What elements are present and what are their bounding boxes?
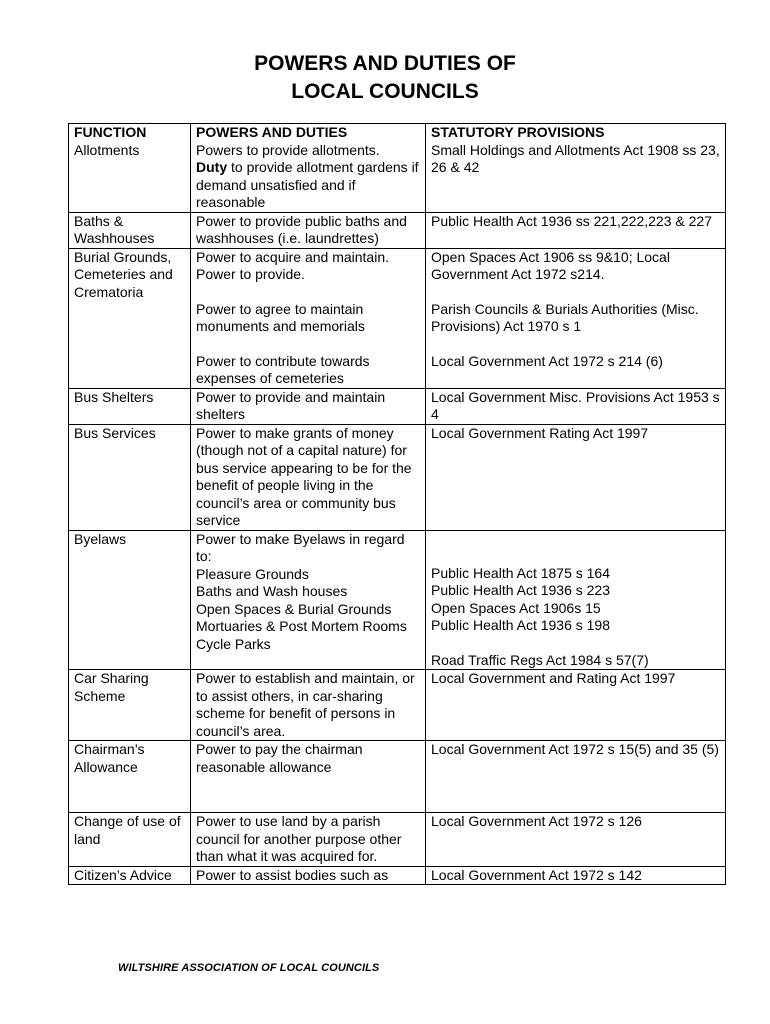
table-row	[69, 670, 726, 741]
powers-cell: Power to pay the chairman reasonable allowance	[191, 741, 426, 813]
powers-text: to provide allotment gardens if demand unsatisfied and if reasonable	[196, 159, 419, 210]
powers-text: Power to acquire and maintain. Power to provide.	[196, 248, 389, 282]
statutory-cell	[426, 248, 726, 388]
powers-cell: Power to assist bodies such as	[191, 866, 426, 885]
header-function: FUNCTION	[69, 124, 191, 142]
function-cell: Burial Grounds, Cemeteries and Crematoria	[69, 248, 191, 388]
page-footer: WILTSHIRE ASSOCIATION OF LOCAL COUNCILS	[118, 962, 380, 974]
statutory-text: Local Government Act 1972 s 214 (6)	[431, 352, 663, 369]
function-cell: Chairman’s Allowance	[69, 741, 191, 813]
function-cell: Baths & Washhouses	[69, 212, 191, 248]
statutory-cell: Local Government Rating Act 1997	[426, 424, 726, 530]
statutory-text: Public Health Act 1936 s 198	[431, 617, 611, 633]
powers-cell: Power to use land by a parish council for another purpose other than what it was acquired for.	[191, 813, 426, 867]
statutory-text: Open Spaces Act 1906s 15	[431, 599, 601, 616]
table-row	[69, 142, 726, 213]
function-cell: Allotments	[69, 142, 191, 213]
powers-cell: Power to provide and maintain shelters	[191, 388, 426, 424]
function-cell: Car Sharing Scheme	[69, 670, 191, 741]
statutory-cell: Local Government Act 1972 s 142	[426, 866, 726, 885]
powers-text: Power to contribute towards expenses of cemeteries	[196, 352, 370, 386]
header-powers: POWERS AND DUTIES	[191, 124, 426, 142]
powers-duties-table	[68, 123, 726, 885]
function-cell: Bus Services	[69, 424, 191, 530]
powers-text: Power to make Byelaws in regard to:	[196, 530, 405, 564]
byelaw-item: Pleasure Grounds	[196, 565, 309, 582]
byelaw-item: Mortuaries & Post Mortem Rooms	[196, 618, 407, 634]
statutory-text: Parish Councils & Burials Authorities (Misc. Provisions) Act 1970 s 1	[431, 300, 699, 334]
powers-cell	[191, 142, 426, 213]
function-cell: Bus Shelters	[69, 388, 191, 424]
statutory-text: Public Health Act 1936 s 223	[431, 582, 611, 598]
title-line-1: POWERS AND DUTIES OF	[254, 52, 516, 75]
byelaw-item: Cycle Parks	[196, 635, 271, 652]
powers-cell: Power to make grants of money (though not of a capital nature) for bus service appearing to be for the benefit of people living in the council’s area or community bus service	[191, 424, 426, 530]
statutory-cell: Local Government and Rating Act 1997	[426, 670, 726, 741]
powers-cell: Power to provide public baths and washhouses (i.e. laundrettes)	[191, 212, 426, 248]
function-cell: Byelaws	[69, 530, 191, 670]
byelaw-item: Open Spaces & Burial Grounds	[196, 600, 392, 617]
statutory-cell: Local Government Act 1972 s 126	[426, 813, 726, 867]
powers-cell: Power to establish and maintain, or to assist others, in car-sharing scheme for benefit of persons in council’s area.	[191, 670, 426, 741]
table-header-row	[69, 124, 726, 142]
powers-text: Power to agree to maintain monuments and memorials	[196, 300, 365, 334]
byelaw-item: Baths and Wash houses	[196, 583, 348, 599]
function-cell: Change of use of land	[69, 813, 191, 867]
table-row	[69, 424, 726, 530]
table-row	[69, 388, 726, 424]
statutory-cell	[426, 530, 726, 670]
title-line-2: LOCAL COUNCILS	[291, 80, 479, 103]
header-statutory: STATUTORY PROVISIONS	[426, 124, 726, 142]
statutory-text: Open Spaces Act 1906 ss 9&10; Local Government Act 1972 s214.	[431, 248, 670, 282]
duty-label: Duty	[196, 159, 228, 175]
table-row	[69, 212, 726, 248]
statutory-cell: Public Health Act 1936 ss 221,222,223 & 227	[426, 212, 726, 248]
table-row	[69, 813, 726, 867]
statutory-text: Public Health Act 1875 s 164	[431, 564, 611, 581]
statutory-cell: Small Holdings and Allotments Act 1908 ss 23, 26 & 42	[426, 142, 726, 213]
powers-text: Powers to provide allotments.	[196, 141, 380, 158]
powers-cell	[191, 530, 426, 670]
table-row	[69, 530, 726, 670]
function-cell: Citizen’s Advice	[69, 866, 191, 885]
table-row	[69, 741, 726, 813]
statutory-cell: Local Government Misc. Provisions Act 1953 s 4	[426, 388, 726, 424]
powers-cell	[191, 248, 426, 388]
statutory-text: Road Traffic Regs Act 1984 s 57(7)	[431, 651, 649, 668]
table-row	[69, 248, 726, 388]
table-row	[69, 866, 726, 885]
page-title	[0, 50, 770, 106]
statutory-cell: Local Government Act 1972 s 15(5) and 35 (5)	[426, 741, 726, 813]
